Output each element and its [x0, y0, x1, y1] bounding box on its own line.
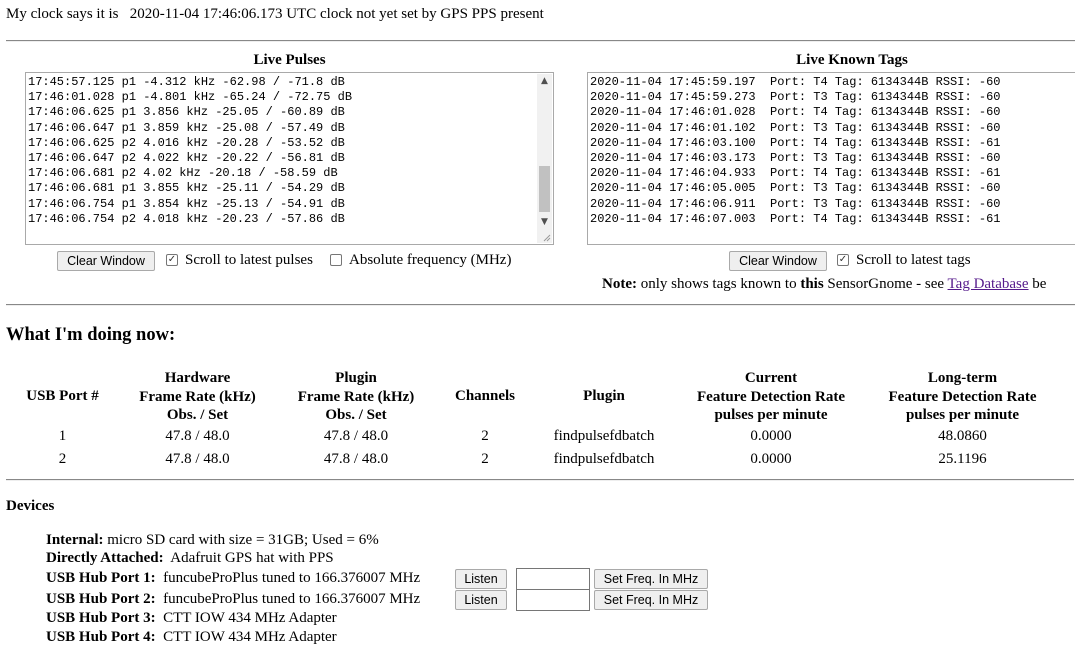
- scroll-tags-checkbox[interactable]: ✓: [838, 254, 848, 265]
- clock-value: 2020-11-04 17:46:06.173 UTC clock not yet set by GPS PPS present: [129, 6, 544, 22]
- tag-line: 2020-11-04 17:46:03.173 Port: T3 Tag: 6134344B RSSI: -60: [590, 151, 1001, 166]
- clock-status: [6, 6, 544, 23]
- device-hub1: [46, 570, 420, 587]
- tag-database-link[interactable]: Tag Database: [947, 276, 1029, 292]
- device-direct: [46, 550, 334, 567]
- tag-line: 2020-11-04 17:46:05.005 Port: T3 Tag: 6134344B RSSI: -60: [590, 181, 1001, 196]
- tag-line: 2020-11-04 17:46:04.933 Port: T4 Tag: 6134344B RSSI: -61: [590, 166, 1001, 181]
- hub1-listen-button[interactable]: Listen: [455, 569, 507, 589]
- hub1-set-freq-button[interactable]: Set Freq. In MHz: [594, 569, 708, 589]
- scroll-down-icon[interactable]: ▼: [541, 217, 548, 227]
- table-cell-channels: 2: [481, 451, 489, 467]
- pulse-line: 17:46:06.625 p1 3.856 kHz -25.05 / -60.89 dB: [28, 105, 345, 120]
- doing-title: What I'm doing now:: [6, 325, 176, 345]
- scroll-pulses-checkbox[interactable]: ✓: [167, 254, 177, 265]
- pulse-line: 17:46:06.754 p2 4.018 kHz -20.23 / -57.86 dB: [28, 211, 345, 226]
- device-hub2: [46, 591, 420, 608]
- note-this: this: [800, 276, 824, 292]
- device-hub3-label: USB Hub Port 3:: [46, 610, 156, 626]
- col-plugin: Plugin: [583, 388, 625, 404]
- tag-line: 2020-11-04 17:46:01.102 Port: T3 Tag: 6134344B RSSI: -60: [590, 120, 1001, 135]
- device-internal-label: Internal:: [46, 532, 104, 548]
- col-longterm-line1: Long-term: [927, 370, 998, 386]
- note-tail: be: [1032, 276, 1047, 292]
- table-cell-hw: 47.8 / 48.0: [165, 428, 230, 444]
- pulse-line: 17:45:57.125 p1 -4.312 kHz -62.98 / -71.8 dB: [28, 75, 345, 89]
- pulse-line: 17:46:06.647 p2 4.022 kHz -20.22 / -56.81 dB: [28, 151, 345, 166]
- divider: [6, 479, 1074, 481]
- device-hub3: [46, 610, 337, 627]
- col-plugin-rate-line3: Obs. / Set: [325, 407, 387, 423]
- clock-prefix: My clock says it is: [6, 6, 119, 22]
- table-cell-longterm: 48.0860: [938, 428, 987, 444]
- pulse-line: 17:46:06.647 p1 3.859 kHz -25.08 / -57.49 dB: [28, 120, 345, 135]
- absolute-frequency-label: Absolute frequency (MHz): [349, 252, 512, 268]
- hub2-set-freq-button[interactable]: Set Freq. In MHz: [594, 590, 708, 610]
- divider: [6, 40, 1075, 42]
- device-internal-value: micro SD card with size = 31GB; Used = 6%: [107, 532, 379, 548]
- hub1-freq-input[interactable]: [516, 568, 590, 590]
- device-hub4-value: CTT IOW 434 MHz Adapter: [163, 629, 337, 645]
- table-cell-longterm: 25.1196: [938, 451, 987, 467]
- col-channels: Channels: [454, 388, 516, 404]
- tag-line: 2020-11-04 17:46:01.028 Port: T4 Tag: 6134344B RSSI: -60: [590, 105, 1001, 120]
- col-plugin-rate: [280, 369, 432, 425]
- table-cell-plugin: findpulsefdbatch: [553, 428, 655, 444]
- col-longterm-line3: pulses per minute: [905, 407, 1020, 423]
- device-hub2-label: USB Hub Port 2:: [46, 591, 156, 607]
- table-cell-current: 0.0000: [750, 451, 792, 467]
- col-plugin-rate-line1: Plugin: [335, 370, 377, 386]
- tags-note: [602, 276, 1046, 293]
- pulse-line: 17:46:06.625 p2 4.016 kHz -20.28 / -53.52 dB: [28, 135, 345, 150]
- pulse-line: 17:46:06.754 p1 3.854 kHz -25.13 / -54.91 dB: [28, 196, 345, 211]
- device-hub4: [46, 629, 337, 646]
- absolute-frequency-checkbox[interactable]: [330, 254, 342, 266]
- pulses-scrollbar[interactable]: [537, 74, 552, 243]
- device-hub1-label: USB Hub Port 1:: [46, 570, 156, 586]
- pulse-line: 17:46:06.681 p1 3.855 kHz -25.11 / -54.29 dB: [28, 181, 345, 196]
- scroll-tags-label: Scroll to latest tags: [856, 252, 971, 268]
- scroll-pulses-label: Scroll to latest pulses: [185, 252, 313, 268]
- divider: [6, 304, 1075, 306]
- col-current-rate: [680, 369, 862, 425]
- col-plugin-rate-line2: Frame Rate (kHz): [297, 388, 415, 405]
- tag-line: 2020-11-04 17:46:03.100 Port: T4 Tag: 6134344B RSSI: -61: [590, 135, 1001, 150]
- col-current-line1: Current: [744, 370, 798, 386]
- device-hub2-value: funcubeProPlus tuned to 166.376007 MHz: [163, 591, 421, 607]
- tag-line: 2020-11-04 17:46:06.911 Port: T3 Tag: 6134344B RSSI: -60: [590, 196, 1001, 211]
- resize-handle-icon[interactable]: [543, 234, 551, 242]
- note-bold: Note:: [602, 276, 637, 292]
- pulse-line: 17:46:01.028 p1 -4.801 kHz -65.24 / -72.75 dB: [28, 90, 353, 105]
- table-cell-plugin: findpulsefdbatch: [553, 451, 655, 467]
- pulses-clear-window-button[interactable]: Clear Window: [57, 251, 155, 271]
- hub2-freq-input[interactable]: [516, 589, 590, 611]
- tag-line: 2020-11-04 17:45:59.273 Port: T3 Tag: 6134344B RSSI: -60: [590, 90, 1001, 105]
- col-hardware: [120, 369, 275, 425]
- table-cell-hw: 47.8 / 48.0: [165, 451, 230, 467]
- table-cell-current: 0.0000: [750, 428, 792, 444]
- device-internal: [46, 532, 379, 549]
- device-hub3-value: CTT IOW 434 MHz Adapter: [163, 610, 337, 626]
- scroll-up-icon[interactable]: ▲: [541, 76, 548, 86]
- hub2-listen-button[interactable]: Listen: [455, 590, 507, 610]
- tag-lines: [590, 75, 1075, 227]
- scroll-thumb[interactable]: [539, 166, 550, 212]
- table-cell-port: 2: [58, 451, 67, 467]
- devices-title: Devices: [6, 498, 55, 514]
- tag-line: 2020-11-04 17:46:07.003 Port: T4 Tag: 6134344B RSSI: -61: [590, 211, 1001, 226]
- pulse-lines: [28, 75, 551, 227]
- device-hub1-value: funcubeProPlus tuned to 166.376007 MHz: [163, 570, 421, 586]
- device-direct-value: Adafruit GPS hat with PPS: [170, 550, 334, 566]
- col-usb-port: USB Port #: [26, 388, 99, 404]
- col-current-line3: pulses per minute: [714, 407, 828, 423]
- live-pulses-title: Live Pulses: [253, 52, 326, 68]
- col-hardware-line1: Hardware: [164, 370, 231, 386]
- table-cell-port: 1: [58, 428, 67, 444]
- col-current-line2: Feature Detection Rate: [697, 388, 845, 405]
- col-longterm-rate: [870, 369, 1055, 425]
- tag-line: 2020-11-04 17:45:59.197 Port: T4 Tag: 6134344B RSSI: -60: [590, 75, 1001, 89]
- table-cell-plugin-rate: 47.8 / 48.0: [323, 428, 389, 444]
- device-direct-label: Directly Attached:: [46, 550, 164, 566]
- note-text-1: only shows tags known to: [640, 276, 797, 292]
- live-tags-textarea[interactable]: [587, 72, 1075, 245]
- col-longterm-line2: Feature Detection Rate: [888, 388, 1037, 405]
- live-tags-title: Live Known Tags: [796, 52, 908, 68]
- tags-clear-window-button[interactable]: Clear Window: [729, 251, 827, 271]
- table-cell-channels: 2: [481, 428, 489, 444]
- col-hardware-line3: Obs. / Set: [166, 407, 229, 423]
- note-text-2: SensorGnome - see: [827, 276, 945, 292]
- live-pulses-textarea[interactable]: [25, 72, 554, 245]
- pulse-line: 17:46:06.681 p2 4.02 kHz -20.18 / -58.59 dB: [28, 166, 338, 181]
- table-cell-plugin-rate: 47.8 / 48.0: [323, 451, 389, 467]
- col-hardware-line2: Frame Rate (kHz): [139, 388, 256, 405]
- device-hub4-label: USB Hub Port 4:: [46, 629, 156, 645]
